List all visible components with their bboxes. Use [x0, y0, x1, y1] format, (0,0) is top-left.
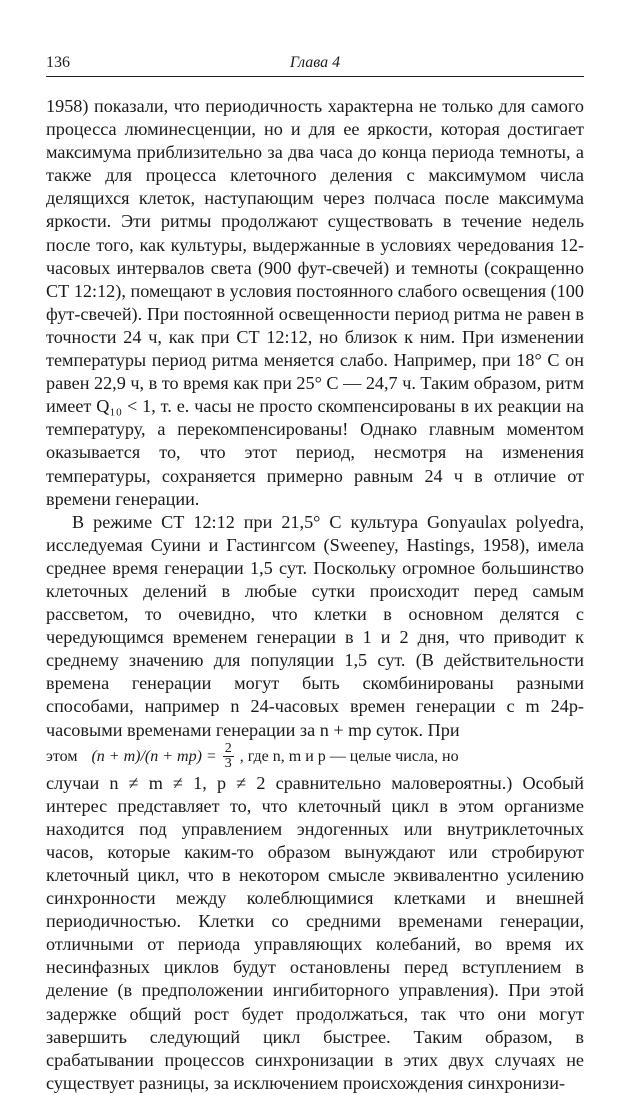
page-header	[46, 52, 584, 77]
formula-suffix: , где n, m и p — целые числа, но	[239, 747, 459, 765]
chapter-title: Глава 4	[289, 54, 341, 71]
formula-expression: (n + m)/(n + mp) =	[91, 747, 217, 765]
paragraph-2-part-1: В режиме СТ 12:12 при 21,5° C культура Gonyaulax polyedra, исследуемая Суини и Гастингсом (Sweeney, Hastings, 1958), имела среднее время генерации 1,5 сут. Поскольку огромное большинство клеточных делений в любые сутки происходит перед самым рассветом, то очевидно, что клетки в основном делятся с чередующимся временем генерации в 1 и 2 дня, что приводит к среднему значению для популяции 1,5 сут. (В действительности времена генерации могут быть скомбинированы разными способами, например n 24-часовых времен генерации с m 24p-часовыми временами генерации за n + mp суток. При	[46, 511, 584, 740]
body-text	[46, 95, 584, 1095]
paragraph-2-part-2: случаи n ≠ m ≠ 1, p ≠ 2 сравнительно маловероятны.) Особый интерес представляет то, что клеточный цикл в этом организме находится под управлением эндогенных или внутриклеточных часов, которые каким-то образом вынуждают или стробируют клеточный цикл, что в некотором смысле эквивалентно усилению синхронности между колеблющимися клетками и внешней периодичностью. Клетки со средними временами генерации, отличными от периода управляющих колебаний, во время их несинфазных циклов будут остановлены перед вступлением в деление (в предположении ингибиторного управления). При этой задержке общий рост будет продолжаться, так что они могут завершить следующий цикл быстрее. Таким образом, в срабатывании процессов синхронизации в этих двух случаях не существует разницы, за исключением происхождения синхронизи-	[46, 772, 584, 1093]
formula-prefix: этом	[46, 747, 78, 765]
fraction-numerator: 2	[224, 741, 232, 757]
book-page	[46, 52, 584, 1095]
fraction-denominator: 3	[224, 756, 232, 772]
formula-line	[46, 742, 584, 772]
formula-fraction	[223, 742, 234, 771]
paragraph-1: 1958) показали, что периодичность характерна не только для самого процесса люминесценции, но и для ее яркости, которая достигает максимума приблизительно за два часа до конца периода темноты, а также для процесса клеточного деления с максимумом числа делящихся клеток, наступающим через полчаса после максимума яркости. Эти ритмы продолжают существовать в течение недель после того, как культуры, выдержанные в условиях чередования 12-часовых интервалов света (900 фут-свечей) и темноты (сокращенно СТ 12:12), помещают в условия постоянного слабого освещения (100 фут-свечей). При постоянной освещенности период ритма не равен в точности 24 ч, как при СТ 12:12, но близок к ним. При изменении температуры период ритма меняется слабо. Например, при 18° C он равен 22,9 ч, в то время как при 25° C — 24,7 ч. Таким образом, ритм имеет Q₁₀ < 1, т. е. часы не просто скомпенсированы в их реакции на температуру, а перекомпенсированы! Однако главным моментом оказывается то, что этот период, несмотря на изменения температуры, сохраняется примерно равным 24 ч в отличие от времени генерации.	[46, 96, 585, 509]
page-number: 136	[46, 54, 70, 71]
